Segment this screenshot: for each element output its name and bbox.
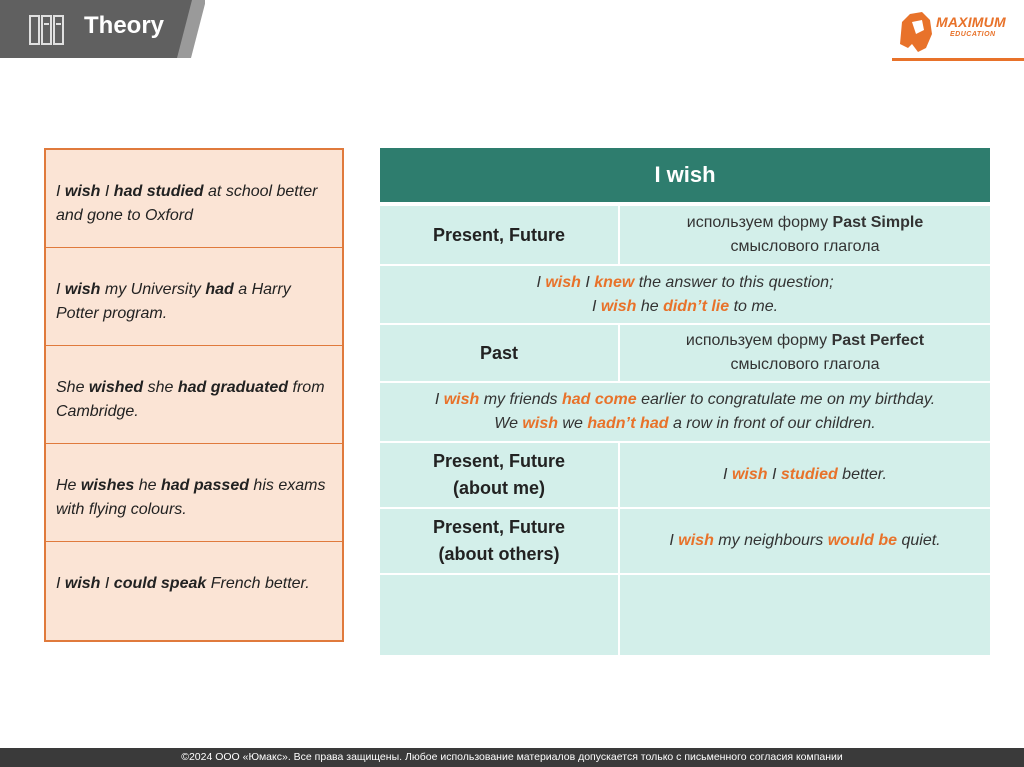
- tense-cell: Past: [380, 325, 620, 381]
- footer-copyright: ©2024 ООО «Юмакс». Все права защищены. Любое использование материалов допускается только с письменного согласия компании: [0, 748, 1024, 767]
- tense-cell: Present, Future (about me): [380, 443, 620, 507]
- table-header: I wish: [380, 148, 990, 206]
- table-row: [380, 383, 990, 443]
- table-row-empty: [380, 575, 990, 655]
- tense-cell: Present, Future (about others): [380, 509, 620, 573]
- example-cell: I wish my neighbours would be quiet.: [669, 532, 941, 549]
- logo-text: MAXIMUM: [936, 14, 1006, 30]
- page-title: Theory: [84, 12, 165, 39]
- example-item: I wish I had studied at school better and gone to Oxford: [46, 150, 342, 248]
- wish-table: [380, 148, 990, 655]
- example-cell: I wish I knew the answer to this question; I wish he didn’t lie to me.: [536, 273, 834, 315]
- table-row: [380, 443, 990, 509]
- table-row: [380, 325, 990, 383]
- logo-underline: [892, 58, 1024, 61]
- table-row: [380, 509, 990, 575]
- example-cell: I wish my friends had come earlier to congratulate me on my birthday. We wish we hadn’t had a row in front of our children.: [434, 391, 936, 432]
- tense-cell: Present, Future: [380, 206, 620, 264]
- example-item: I wish I could speak French better.: [56, 575, 310, 592]
- rule-cell: используем форму Past Perfect смыслового глагола: [685, 332, 925, 373]
- rule-cell: используем форму Past Simple смыслового глагола: [686, 214, 924, 255]
- example-item: I wish my University had a Harry Potter program.: [46, 248, 342, 346]
- examples-list: [44, 148, 344, 642]
- empty-cell: [380, 575, 620, 655]
- table-row: [380, 266, 990, 325]
- empty-cell: [620, 575, 990, 655]
- logo-subtext: EDUCATION: [950, 31, 996, 38]
- table-row: [380, 206, 990, 266]
- example-cell: I wish I studied better.: [723, 466, 887, 483]
- books-icon: [28, 12, 68, 48]
- example-item: She wished she had graduated from Cambridge.: [46, 346, 342, 444]
- example-item: He wishes he had passed his exams with flying colours.: [46, 444, 342, 542]
